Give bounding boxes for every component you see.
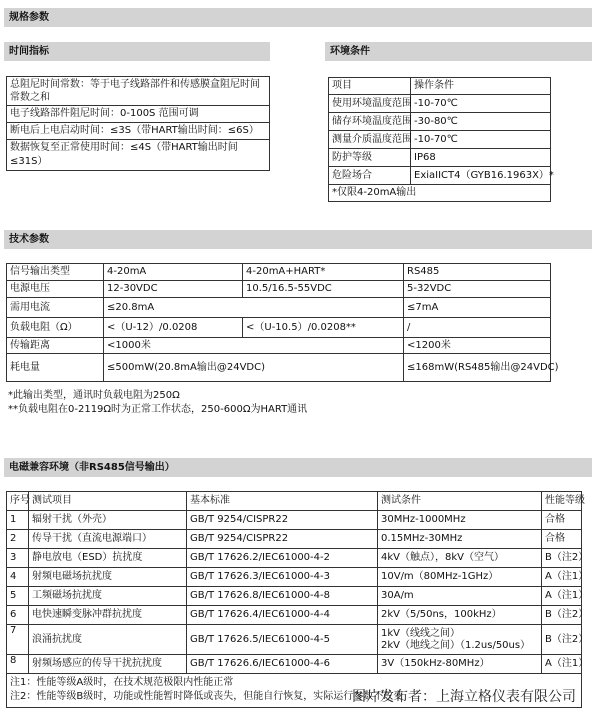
emc-cell: 合格 [542, 530, 582, 549]
emc-header-cell: 基本标准 [187, 492, 378, 511]
table-row [7, 511, 582, 530]
emc-cell: 6 [7, 606, 29, 625]
env-section-title: 环境条件 [330, 46, 370, 57]
emc-cell: 30MHz-1000MHz [378, 511, 542, 530]
emc-cell: GB/T 17626.4/IEC61000-4-4 [187, 606, 378, 625]
tech-cell: RS485 [404, 264, 551, 281]
emc-header-cell: 测试条件 [378, 492, 542, 511]
emc-cell: B（注2） [542, 625, 582, 655]
emc-header-cell: 序号 [7, 492, 29, 511]
env-cell: IP68 [411, 149, 551, 167]
table-row [7, 549, 582, 568]
emc-cell: 3V（150kHz-80MHz） [378, 655, 542, 674]
emc-cell: 0.15MHz-30MHz [378, 530, 542, 549]
tech-cell: 负载电阻（Ω） [7, 318, 104, 338]
tech-cell: / [404, 318, 551, 338]
emc-cell: A（注1） [542, 568, 582, 587]
emc-cell: GB/T 9254/CISPR22 [187, 511, 378, 530]
env-cell: 使用环境温度范围 [329, 95, 411, 113]
emc-cell: 合格 [542, 511, 582, 530]
emc-cell: A（注1） [542, 587, 582, 606]
emc-cell: B（注2） [542, 549, 582, 568]
tech-cell: ≤7mA [404, 298, 551, 318]
env-cell: 测量介质温度范围 [329, 131, 411, 149]
emc-cell: GB/T 17626.6/IEC61000-4-6 [187, 655, 378, 674]
emc-cell: 射频场感应的传导干扰抗扰度 [29, 655, 187, 674]
time-spec-line: 电子线路部件阻尼时间：0-100S 范围可调 [7, 106, 269, 123]
emc-cell: 辐射干扰（外壳） [29, 511, 187, 530]
emc-cell: 3 [7, 549, 29, 568]
table-row [7, 655, 582, 674]
emc-cell: 2kV（5/50ns，100kHz） [378, 606, 542, 625]
table-row [7, 606, 582, 625]
env-section-header [325, 42, 592, 61]
table-row [7, 587, 582, 606]
tech-cell: 10.5/16.5-55VDC [243, 281, 404, 298]
emc-cell: GB/T 9254/CISPR22 [187, 530, 378, 549]
env-cell: -30-80℃ [411, 113, 551, 131]
time-spec-box [6, 76, 270, 171]
tech-cell: 4-20mA [104, 264, 243, 281]
table-row [7, 625, 582, 655]
emc-cell: 工频磁场抗扰度 [29, 587, 187, 606]
tech-cell: <1000米 [104, 338, 404, 354]
time-spec-line: 总阻尼时间常数：等于电子线路部件和传感膜盒阻尼时间常数之和 [7, 77, 269, 106]
env-footnote: *仅限4-20mA输出 [329, 185, 551, 202]
tech-cell: ≤20.8mA [104, 298, 404, 318]
emc-cell: 1 [7, 511, 29, 530]
tech-cell: 传输距离 [7, 338, 104, 354]
tech-table [6, 263, 559, 382]
tech-cell: 信号输出类型 [7, 264, 104, 281]
emc-cell: 电快速瞬变脉冲群抗扰度 [29, 606, 187, 625]
time-spec-line: 断电后上电启动时间：≤3S（带HART输出时间：≤6S） [7, 123, 269, 140]
emc-cell: 4kV（触点），8kV（空气） [378, 549, 542, 568]
tech-cell: 耗电量 [7, 354, 104, 382]
emc-table [6, 491, 589, 708]
emc-cond-line: 1kV（线线之间） [381, 627, 460, 639]
table-row [7, 530, 582, 549]
emc-cell: B（注2） [542, 606, 582, 625]
env-cell: ExiaIICT4（GYB16.1963X）* [411, 167, 551, 185]
tech-section-header [4, 230, 592, 249]
emc-cell: GB/T 17626.2/IEC61000-4-2 [187, 549, 378, 568]
emc-note: 注2：性能等级B级时，功能或性能暂时降低或丧失，但能自行恢复，实际运行参数不改变 [10, 691, 404, 702]
emc-cell: GB/T 17626.8/IEC61000-4-8 [187, 587, 378, 606]
env-cell: 防护等级 [329, 149, 411, 167]
emc-cell [378, 625, 542, 655]
emc-cell: 浪涌抗扰度 [29, 625, 187, 655]
emc-header-cell: 测试项目 [29, 492, 187, 511]
env-table [328, 77, 554, 202]
emc-cell: 静电放电（ESD）抗扰度 [29, 549, 187, 568]
tech-cell: <（U-12）/0.0208 [104, 318, 243, 338]
tech-cell: 12-30VDC [104, 281, 243, 298]
emc-note: 注1：性能等级A级时，在技术规范极限内性能正常 [10, 677, 234, 688]
time-section-header [4, 42, 270, 61]
env-cell: 操作条件 [411, 78, 551, 95]
emc-cond-line: 2kV（地线之间）（1.2us/50us） [381, 639, 531, 651]
tech-cell: ≤168mW(RS485输出@24VDC) [404, 354, 551, 382]
emc-cell: 30A/m [378, 587, 542, 606]
tech-cell: 4-20mA+HART* [243, 264, 404, 281]
env-cell: -10-70℃ [411, 131, 551, 149]
emc-cell: GB/T 17626.3/IEC61000-4-3 [187, 568, 378, 587]
tech-section-title: 技术参数 [9, 234, 49, 245]
emc-header-cell: 性能等级 [542, 492, 582, 511]
time-section-title: 时间指标 [9, 46, 49, 57]
emc-cell: 7 [7, 625, 29, 655]
env-cell: -10-70℃ [411, 95, 551, 113]
page-title-bar [4, 8, 592, 27]
emc-cell: 10V/m（80MHz-1GHz） [378, 568, 542, 587]
tech-note: **负载电阻在0-2119Ω时为正常工作状态，250-600Ω为HART通讯 [8, 404, 308, 415]
page-title: 规格参数 [9, 12, 49, 23]
emc-cell: 传导干扰（直流电源端口） [29, 530, 187, 549]
emc-cell: 2 [7, 530, 29, 549]
emc-section-title: 电磁兼容环境（非RS485信号输出） [9, 462, 175, 473]
emc-cell: GB/T 17626.5/IEC61000-4-5 [187, 625, 378, 655]
tech-cell: 电源电压 [7, 281, 104, 298]
env-cell: 储存环境温度范围 [329, 113, 411, 131]
emc-section-header [4, 458, 592, 477]
emc-cell: A（注1） [542, 655, 582, 674]
table-row [7, 568, 582, 587]
emc-cell: 射频电磁场抗扰度 [29, 568, 187, 587]
publisher-watermark: 图片发布者：上海立格仪表有限公司 [352, 689, 576, 705]
tech-cell: 需用电流 [7, 298, 104, 318]
time-spec-line: 数据恢复至正常使用时间：≤4S（带HART输出时间≤31S） [10, 142, 238, 167]
env-cell: 项目 [329, 78, 411, 95]
tech-cell: <（U-10.5）/0.0208** [243, 318, 404, 338]
emc-cell: 8 [7, 655, 29, 674]
tech-note: *此输出类型，通讯时负载电阻为250Ω [8, 390, 180, 401]
env-cell: 危险场合 [329, 167, 411, 185]
tech-cell: ≤500mW(20.8mA输出@24VDC) [104, 354, 404, 382]
emc-cell: 5 [7, 587, 29, 606]
tech-cell: <1200米 [404, 338, 551, 354]
tech-cell: 5-32VDC [404, 281, 551, 298]
emc-cell: 4 [7, 568, 29, 587]
